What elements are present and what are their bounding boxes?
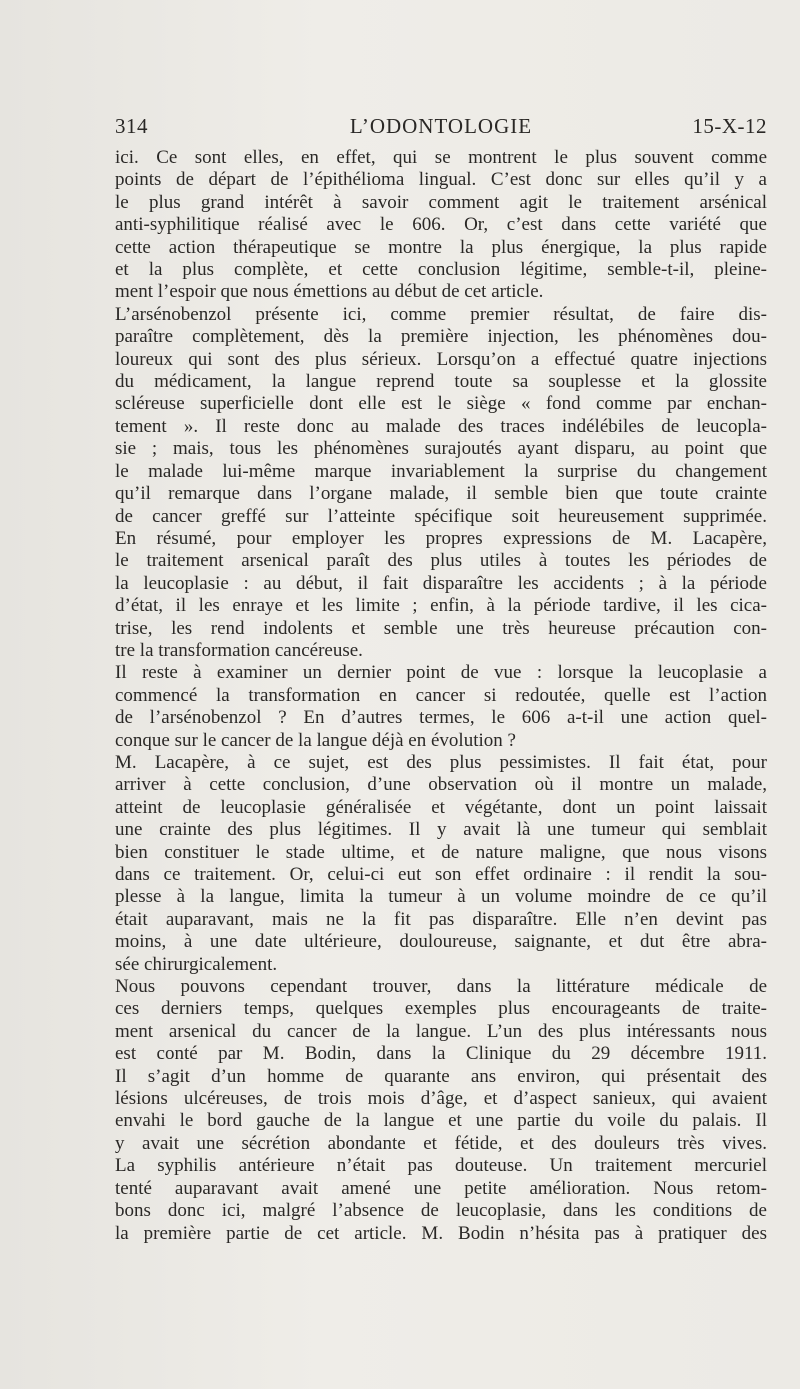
journal-title: L’ODONTOLOGIE bbox=[349, 114, 533, 138]
text-line: bons donc ici, malgré l’absence de leucoplasie, dans les conditions de bbox=[115, 1200, 767, 1222]
text-line: la première partie de cet article. M. Bodin n’hésita pas à pratiquer des bbox=[115, 1222, 767, 1244]
text-line: dans ce traitement. Or, celui-ci eut son effet ordinaire : il rendit la sou- bbox=[115, 864, 767, 885]
text-line: est conté par M. Bodin, dans la Clinique du 29 décembre 1911. bbox=[115, 1043, 767, 1065]
article-body bbox=[115, 147, 767, 1245]
text-line: de l’arsénobenzol ? En d’autres termes, le 606 a-t-il une action quel- bbox=[115, 707, 767, 729]
text-line: conque sur le cancer de la langue déjà en évolution ? bbox=[115, 729, 516, 751]
text-line: ici. Ce sont elles, en effet, qui se montrent le plus souvent comme bbox=[115, 147, 767, 168]
text-line: commencé la transformation en cancer si redoutée, quelle est l’action bbox=[115, 684, 767, 706]
text-line: le traitement arsenical paraît des plus utiles à toutes les périodes de bbox=[115, 550, 767, 572]
text-line: L’arsénobenzol présente ici, comme premier résultat, de faire dis- bbox=[115, 303, 767, 325]
text-line: une crainte des plus légitimes. Il y avait là une tumeur qui semblait bbox=[115, 819, 767, 841]
text-line: du médicament, la langue reprend toute sa souplesse et la glossite bbox=[115, 371, 767, 393]
text-line: loureux qui sont des plus sérieux. Lorsqu’on a effectué quatre injections bbox=[115, 348, 767, 370]
text-line: trise, les rend indolents et semble une très heureuse précaution con- bbox=[115, 617, 767, 639]
text-line: y avait une sécrétion abondante et fétide, et des douleurs très vives. bbox=[115, 1132, 767, 1154]
text-line: ment l’espoir que nous émettions au début de cet article. bbox=[115, 281, 544, 303]
text-line: M. Lacapère, à ce sujet, est des plus pessimistes. Il fait état, pour bbox=[115, 751, 767, 773]
text-line: En résumé, pour employer les propres expressions de M. Lacapère, bbox=[115, 527, 767, 549]
text-line: sée chirurgicalement. bbox=[115, 953, 278, 975]
text-line: La syphilis antérieure n’était pas douteuse. Un traitement mercuriel bbox=[115, 1155, 767, 1177]
text-line: scléreuse superficielle dont elle est le siège « fond comme par enchan- bbox=[115, 393, 767, 415]
text-line: anti-syphilitique réalisé avec le 606. Or, c’est dans cette variété que bbox=[115, 214, 767, 236]
text-line: tement ». Il reste donc au malade des traces indélébiles de leucopla- bbox=[115, 415, 767, 437]
text-line: tre la transformation cancéreuse. bbox=[115, 639, 363, 661]
page-number: 314 bbox=[115, 114, 148, 138]
text-line: de cancer greffé sur l’atteinte spécifique soit heureusement supprimée. bbox=[115, 505, 767, 527]
text-line: qu’il remarque dans l’organe malade, il semble bien que toute crainte bbox=[115, 483, 767, 505]
text-line: la leucoplasie : au début, il fait disparaître les accidents ; à la période bbox=[115, 572, 767, 594]
text-line: points de départ de l’épithélioma lingual. C’est donc sur elles qu’il y a bbox=[115, 169, 767, 191]
text-line: le plus grand intérêt à savoir comment agit le traitement arsénical bbox=[115, 191, 767, 213]
text-line: plesse à la langue, limita la tumeur à un volume moindre de ce qu’il bbox=[115, 886, 767, 908]
text-line: lésions ulcéreuses, de trois mois d’âge, et d’aspect sanieux, qui avaient bbox=[115, 1088, 767, 1110]
text-line: Nous pouvons cependant trouver, dans la littérature médicale de bbox=[115, 976, 767, 998]
text-line: Il s’agit d’un homme de quarante ans environ, qui présentait des bbox=[115, 1065, 767, 1087]
issue-date: 15-X-12 bbox=[692, 114, 767, 138]
text-line: arriver à cette conclusion, d’une observation où il montre un malade, bbox=[115, 774, 767, 796]
text-line: sie ; mais, tous les phénomènes surajoutés ayant disparu, au point que bbox=[115, 438, 767, 460]
text-line: était auparavant, mais ne la fit pas disparaître. Elle n’en devint pas bbox=[115, 908, 767, 930]
text-line: Il reste à examiner un dernier point de vue : lorsque la leucoplasie a bbox=[115, 662, 767, 684]
text-line: tenté auparavant avait amené une petite amélioration. Nous retom- bbox=[115, 1177, 767, 1199]
running-header bbox=[115, 114, 767, 142]
text-line: ment arsenical du cancer de la langue. L’un des plus intéressants nous bbox=[115, 1020, 767, 1042]
text-line: atteint de leucoplasie généralisée et végétante, dont un point laissait bbox=[115, 796, 767, 818]
text-line: cette action thérapeutique se montre la plus énergique, la plus rapide bbox=[115, 236, 767, 258]
text-line: d’état, il les enraye et les limite ; enfin, à la période tardive, il les cica- bbox=[115, 595, 767, 617]
text-line: et la plus complète, et cette conclusion légitime, semble-t-il, pleine- bbox=[115, 259, 767, 281]
text-line: moins, à une date ultérieure, douloureuse, saignante, et dut être abra- bbox=[115, 931, 767, 953]
text-line: bien constituer le stade ultime, et de nature maligne, que nous visons bbox=[115, 841, 767, 863]
text-line: envahi le bord gauche de la langue et une partie du voile du palais. Il bbox=[115, 1110, 767, 1132]
text-line: ces derniers temps, quelques exemples plus encourageants de traite- bbox=[115, 998, 767, 1020]
text-line: paraître complètement, dès la première injection, les phénomènes dou- bbox=[115, 326, 767, 348]
text-line: le malade lui-même marque invariablement la surprise du changement bbox=[115, 460, 767, 482]
